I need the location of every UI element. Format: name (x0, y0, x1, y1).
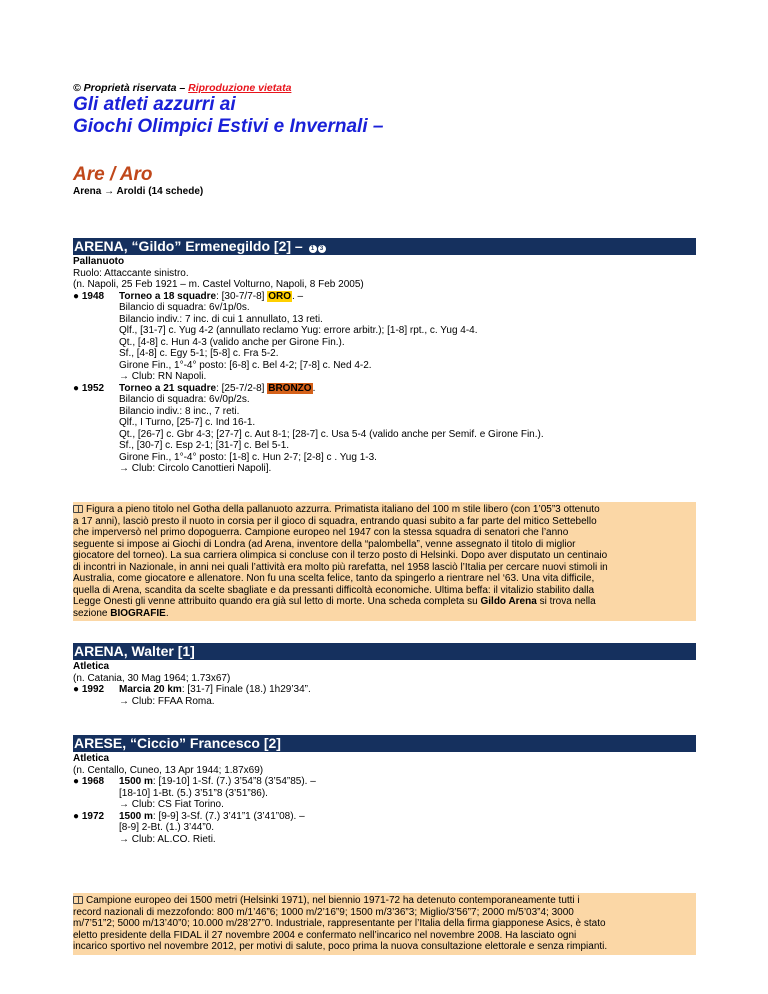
entry-detail: Sf., [4-8] c. Egy 5-1; [5-8] c. Fra 5-2. (119, 348, 279, 359)
athlete-record-arena-walter (73, 661, 696, 707)
sport: Atletica (73, 661, 110, 672)
athlete-header-arese-francesco: ARESE, “Ciccio” Francesco [2] (73, 735, 696, 752)
entry-detail: Qlf., [31-7] c. Yug 4-2 (annullato reclamo Yug: errore arbitr.); [1-8] rpt., c. Yug 4-4. (119, 325, 478, 336)
games-year: ● 1992 (73, 684, 105, 695)
entry-detail: [18-10] 1-Bt. (5.) 3’51”8 (3’51”86). (119, 787, 268, 799)
title-line-1: Gli atleti azzurri ai (73, 94, 236, 115)
birth-info: (n. Centallo, Cuneo, 13 Apr 1944; 1.87x69) (73, 764, 264, 776)
games-entry-1992 (73, 684, 696, 696)
games-year: ● 1968 (73, 776, 105, 787)
event-result: : [19-10] 1-Sf. (7.) 3’54”8 (3’54”85). – (152, 776, 316, 787)
games-entry-1952: ● 1952 Torneo a 21 squadre: [25-7/2-8] BRONZO. (73, 382, 316, 394)
medal-bronze-badge: BRONZO (268, 382, 312, 394)
reproduction-forbidden-link[interactable]: Riproduzione vietata (188, 82, 292, 94)
athlete-header-arena-gildo: ARENA, “Gildo” Ermenegildo [2] – 1 3 (73, 238, 696, 255)
games-entry-1972 (73, 811, 696, 823)
entry-detail: Bilancio indiv.: 7 inc. di cui 1 annullato, 13 reti. (119, 313, 323, 325)
role: Ruolo: Attaccante sinistro. (73, 267, 189, 279)
event-result: : [9-9] 3-Sf. (7.) 3’41”1 (3’41”08). – (152, 810, 305, 822)
birth-info: (n. Napoli, 25 Feb 1921 – m. Castel Volturno, Napoli, 8 Feb 2005) (73, 279, 364, 290)
biography-note-arena-gildo: Figura a pieno titolo nel Gotha della pallanuoto azzurra. Primatista italiano del 100 m stile libero (con 1’05”3 ottenuto a 17 anni), lasciò presto il nuoto in corsia per il gioco di squadra, entrando quasi subito a far parte del mitico Settebello che imperversò nel primo dopoguerra. Campione europeo nel 1947 con la stessa squadra di senatori che l’anno seguente si impose ai Giochi di Londra (ad Arena, inventore della “palombella”, venne assegnato il titolo di miglior giocatore del torneo). La sua carriera olimpica si concluse con il terzo posto di Helsinki. Dopo aver disputato un centinaio di incontri in Nazionale, in anni nei quali l’attività era molto più rarefatta, nel 1958 lasciò l’Italia per cercare nuovi stimoli in Australia, come giocatore e allenatore. Non fu una scelta felice, tanto da spingerlo a rientrare nel ‘63. Una vita difficile, quella di Arena, scandita da scelte sbagliate e da pressanti difficoltà economiche. Ultima beffa: il vitalizio stabilito dalla Legge Onesti gli venne attribuito quando era già sul letto di morte. Una scheda completa su Gildo Arena si trova nella sezione BIOGRAFIE. (73, 502, 696, 621)
event-name: 1500 m (119, 810, 153, 822)
medal-icon-1: 1 (309, 245, 317, 253)
games-entry-1968 (73, 776, 696, 788)
biografie-link[interactable]: BIOGRAFIE (110, 607, 166, 619)
entry-detail: Bilancio di squadra: 6v/0p/2s. (119, 394, 250, 405)
sport: Pallanuoto (73, 256, 125, 267)
biography-note-arese: Campione europeo dei 1500 metri (Helsinki 1971), nel biennio 1971-72 ha detenuto contemporaneamente tutti i record nazionali di mezzofondo: 800 m/1’46”6; 1000 m/2’16”9; 1500 m/3’36”3; Miglio/3’56”7; 2000 m/5’03”4; 3000 m/7’51”2; 5000 m/13’40”0; 10.000 m/28’27”0. Industriale, rappresentante per l’Italia della firma giapponese Asics, è stato eletto presidente della FIDAL il 27 novembre 2004 e confermato nell’incarico nel novembre 2008. Ha lasciato ogni incarico sportivo nel novembre 2012, per motivi di salute, poco prima la nuova consultazione elettorale e senza rimpianti. (73, 893, 696, 955)
medal-icon-3: 3 (318, 245, 326, 253)
club-line: → Club: Circolo Canottieri Napoli]. (119, 463, 272, 474)
book-icon (73, 896, 83, 904)
games-year: ● 1952 (73, 382, 105, 394)
games-year: ● 1948 (73, 290, 105, 302)
event-name: Marcia 20 km (119, 684, 182, 695)
birth-info: (n. Catania, 30 Mag 1964; 1.73x67) (73, 672, 231, 684)
event-name: 1500 m (119, 776, 153, 787)
medal-gold-badge: ORO (268, 290, 291, 302)
document-title (73, 94, 383, 138)
title-line-2: Giochi Olimpici Estivi e Invernali – (73, 116, 384, 137)
event-name: Torneo a 18 squadre (119, 290, 217, 302)
athlete-record-arese-francesco (73, 753, 696, 845)
sport: Atletica (73, 753, 110, 764)
event-result: : [25-7/2-8] (216, 382, 265, 394)
event-result: : [31-7] Finale (18.) 1h29’34”. (181, 684, 311, 695)
entry-detail: Girone Fin., 1°-4° posto: [6-8] c. Bel 4-2; [7-8] c. Ned 4-2. (119, 359, 372, 371)
copyright-text: © Proprietà riservata – (73, 82, 186, 94)
entry-detail: Girone Fin., 1°-4° posto: [1-8] c. Hun 2-7; [2-8] c . Yug 1-3. (119, 451, 377, 463)
entry-detail: Bilancio indiv.: 8 inc., 7 reti. (119, 405, 240, 417)
entry-detail: Qt., [26-7] c. Gbr 4-3; [27-7] c. Aut 8-1; [28-7] c. Usa 5-4 (valido anche per Semif. e Girone Fin.). (119, 428, 544, 440)
event-result: : [30-7/7-8] (216, 290, 265, 302)
entry-detail: Bilancio di squadra: 6v/1p/0s. (119, 302, 250, 313)
copyright-notice (73, 82, 291, 94)
entry-detail: Qt., [4-8] c. Hun 4-3 (valido anche per Girone Fin.). (119, 336, 345, 348)
book-icon (73, 505, 83, 513)
section-heading: Are / Aro (73, 164, 153, 185)
event-name: Torneo a 21 squadre (119, 382, 217, 394)
biography-name: Gildo Arena (480, 596, 537, 607)
club-line: → Club: AL.CO. Rieti. (119, 833, 216, 845)
club-line: → Club: FFAA Roma. (119, 695, 215, 707)
entry-detail: Qlf., I Turno, [25-7] c. Ind 16-1. (119, 417, 256, 428)
section-range: Arena → Aroldi (14 schede) (73, 186, 204, 197)
athlete-header-arena-walter: ARENA, Walter [1] (73, 643, 696, 660)
games-entry-1948: ● 1948 Torneo a 18 squadre: [30-7/7-8] ORO. – (73, 290, 304, 302)
club-line: → Club: CS Fiat Torino. (119, 799, 224, 810)
games-year: ● 1972 (73, 810, 105, 822)
club-line: → Club: RN Napoli. (119, 371, 207, 382)
athlete-record-arena-gildo (73, 256, 696, 475)
entry-detail: [8-9] 2-Bt. (1.) 3’44”0. (119, 822, 215, 833)
entry-detail: Sf., [30-7] c. Esp 2-1; [31-7] c. Bel 5-1. (119, 440, 290, 451)
